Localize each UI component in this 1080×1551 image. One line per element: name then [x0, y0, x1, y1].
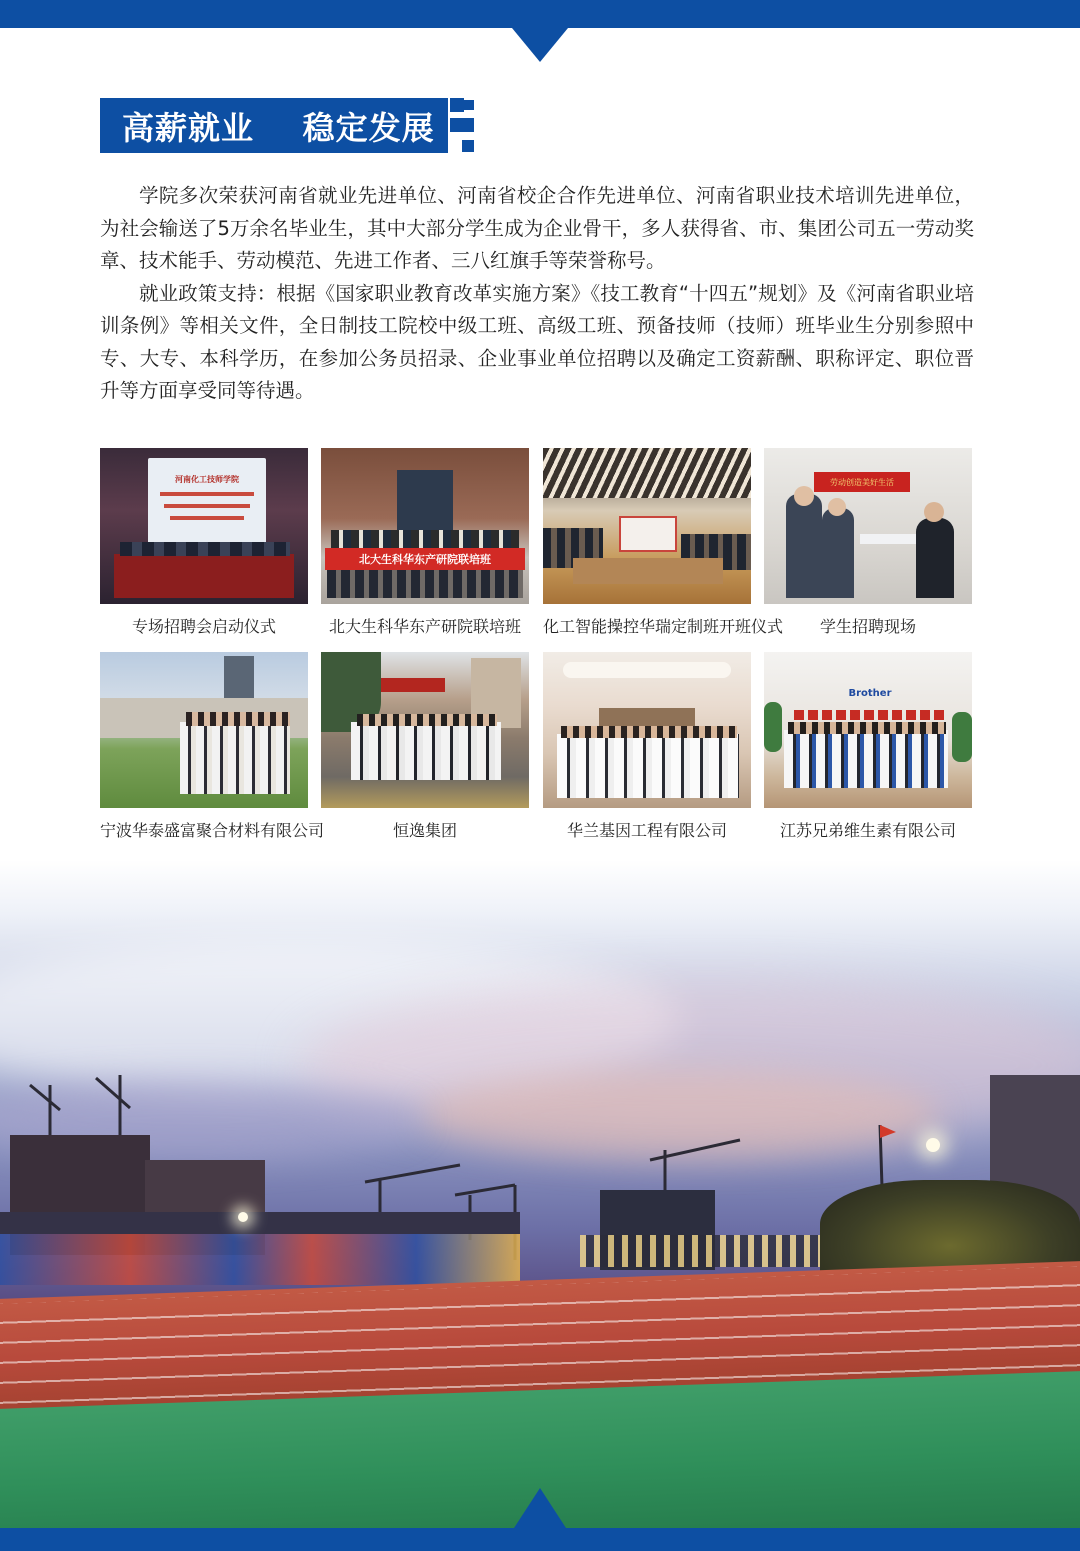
floodlight [238, 1212, 248, 1222]
bottom-band [0, 1528, 1080, 1551]
photo-job-fair-ceremony [100, 448, 308, 604]
floodlight [926, 1138, 940, 1152]
photo-caption: 化工智能操控华瑞定制班开班仪式 [543, 617, 784, 636]
title-decoration [462, 140, 474, 152]
gallery-item [321, 448, 529, 637]
photo-hualan-genetic [543, 652, 751, 808]
intro-text [100, 180, 974, 408]
banner-text: 北大生科华东产研院联培班 [359, 553, 491, 566]
paragraph-policy: 就业政策支持：根据《国家职业教育改革实施方案》《技工教育“十四五”规划》及《河南省职业培训条例》等相关文件，全日制技工院校中级工班、高级工班、预备技师（技师）班毕业生分别参照中专、大专、本科学历，在参加公务员招录、企业事业单位招聘以及确定工资薪酬、职称评定、职位晋升等方面享受同等待遇。 [100, 281, 974, 402]
section-title-block [100, 98, 448, 153]
photo-caption: 恒逸集团 [392, 821, 457, 840]
gallery-item [100, 448, 308, 637]
photo-pku-joint-class [321, 448, 529, 604]
gallery-item [543, 652, 751, 841]
stands-roof [0, 1212, 520, 1234]
photo-caption: 华兰基因工程有限公司 [566, 821, 727, 840]
slogan-text: 劳动创造美好生活 [830, 477, 894, 487]
gallery-item [764, 448, 972, 637]
top-band [0, 0, 1080, 28]
title-decoration [464, 100, 474, 110]
photo-caption: 学生招聘现场 [819, 617, 916, 636]
photo-caption: 宁波华泰盛富聚合材料有限公司 [100, 821, 325, 840]
gallery-item [543, 448, 784, 637]
photo-caption: 北大生科华东产研院联培班 [328, 617, 521, 636]
gallery-item [764, 652, 972, 841]
paragraph-honors: 学院多次荣获河南省就业先进单位、河南省校企合作先进单位、河南省职业技术培训先进单位，为社会输送了5万余名毕业生，其中大部分学生成为企业骨干，多人获得省、市、集团公司五一劳动奖章、技术能手、劳动模范、先进工作者、三八红旗手等荣誉称号。 [100, 184, 974, 272]
section-title: 高薪就业 稳定发展 [122, 108, 435, 147]
gallery-item [321, 652, 529, 841]
campus-stadium-photo [0, 860, 1080, 1532]
building-lights [580, 1235, 860, 1267]
photo-ningbo-huatai [100, 652, 308, 808]
logo-text: Brother [848, 688, 892, 699]
photo-caption: 江苏兄弟维生素有限公司 [779, 821, 956, 840]
gallery-item [100, 652, 325, 841]
stadium-stands [0, 1230, 520, 1285]
photo-custom-class-opening [543, 448, 751, 604]
top-notch-decoration [512, 28, 568, 62]
photo-hengyi-group [321, 652, 529, 808]
photo-caption: 专场招聘会启动仪式 [131, 617, 276, 636]
bottom-notch-decoration [514, 1488, 566, 1528]
title-decoration [450, 98, 464, 112]
title-decoration [450, 118, 474, 132]
photo-brother-vitamin [764, 652, 972, 808]
banner-text: 河南化工技师学院 [175, 475, 239, 484]
photo-recruitment-site [764, 448, 972, 604]
